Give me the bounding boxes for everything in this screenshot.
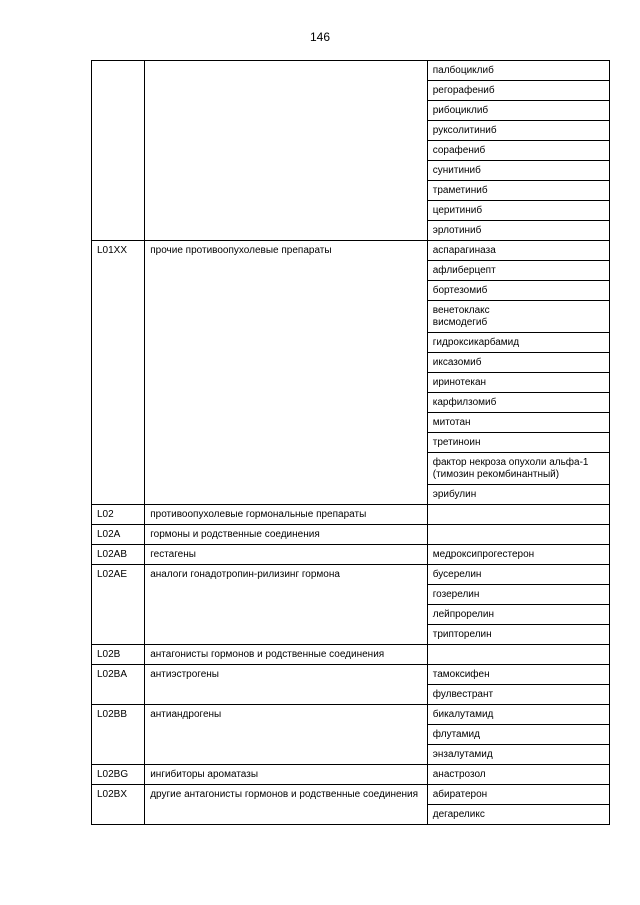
drug-name-cell: регорафениб (427, 81, 609, 101)
atc-code-cell: L02BG (92, 765, 145, 785)
group-name-cell: аналоги гонадотропин-рилизинг гормона (145, 565, 428, 645)
drug-name-cell: афлиберцепт (427, 261, 609, 281)
atc-code-cell: L01XX (92, 241, 145, 505)
table-row (92, 665, 610, 685)
table-row (92, 705, 610, 725)
table-row (92, 545, 610, 565)
group-name-cell: ингибиторы ароматазы (145, 765, 428, 785)
drug-name-cell: траметиниб (427, 181, 609, 201)
group-name-cell: прочие противоопухолевые препараты (145, 241, 428, 505)
drug-name-cell: абиратерон (427, 785, 609, 805)
drug-name-cell: палбоциклиб (427, 61, 609, 81)
group-name-cell: гормоны и родственные соединения (145, 525, 428, 545)
group-name-cell: гестагены (145, 545, 428, 565)
drug-name-cell: дегареликс (427, 805, 609, 825)
drug-name-cell: иксазомиб (427, 353, 609, 373)
group-name-cell (145, 61, 428, 241)
drug-name-cell: рибоциклиб (427, 101, 609, 121)
atc-code-cell (92, 61, 145, 241)
atc-code-cell: L02AB (92, 545, 145, 565)
drug-name-cell: аспарагиназа (427, 241, 609, 261)
drug-name-cell: эрибулин (427, 485, 609, 505)
atc-code-cell: L02BB (92, 705, 145, 765)
atc-code-cell: L02B (92, 645, 145, 665)
table-row (92, 505, 610, 525)
atc-code-cell: L02BA (92, 665, 145, 705)
drug-name-cell: анастрозол (427, 765, 609, 785)
drug-name-cell: карфилзомиб (427, 393, 609, 413)
drug-name-cell: фулвестрант (427, 685, 609, 705)
table-row (92, 645, 610, 665)
drug-name-cell: фактор некроза опухоли альфа-1 (тимозин рекомбинантный) (427, 453, 609, 485)
drug-name-cell: гидроксикарбамид (427, 333, 609, 353)
drug-name-cell: бусерелин (427, 565, 609, 585)
atc-code-cell: L02 (92, 505, 145, 525)
drug-name-cell: церитиниб (427, 201, 609, 221)
drug-name-cell: руксолитиниб (427, 121, 609, 141)
atc-classification-table (91, 60, 610, 825)
drug-name-cell: третиноин (427, 433, 609, 453)
drug-name-cell: эрлотиниб (427, 221, 609, 241)
atc-code-cell: L02AE (92, 565, 145, 645)
group-name-cell: противоопухолевые гормональные препараты (145, 505, 428, 525)
table-row (92, 565, 610, 585)
group-name-cell: антиандрогены (145, 705, 428, 765)
page-number: 146 (309, 30, 331, 44)
table-row (92, 785, 610, 805)
drug-name-cell: сорафениб (427, 141, 609, 161)
drug-name-cell: медроксипрогестерон (427, 545, 609, 565)
drug-name-cell: лейпрорелин (427, 605, 609, 625)
table-row (92, 61, 610, 81)
drug-name-cell: митотан (427, 413, 609, 433)
drug-name-cell (427, 505, 609, 525)
group-name-cell: антагонисты гормонов и родственные соединения (145, 645, 428, 665)
atc-code-cell: L02A (92, 525, 145, 545)
atc-code-cell: L02BX (92, 785, 145, 825)
drug-name-cell: иринотекан (427, 373, 609, 393)
drug-name-cell: гозерелин (427, 585, 609, 605)
group-name-cell: антиэстрогены (145, 665, 428, 705)
table-row (92, 765, 610, 785)
table-row (92, 241, 610, 261)
drug-name-cell: бикалутамид (427, 705, 609, 725)
drug-name-cell (427, 525, 609, 545)
drug-name-cell: сунитиниб (427, 161, 609, 181)
drug-name-cell: флутамид (427, 725, 609, 745)
group-name-cell: другие антагонисты гормонов и родственные соединения (145, 785, 428, 825)
drug-name-cell: тамоксифен (427, 665, 609, 685)
drug-name-cell: бортезомиб (427, 281, 609, 301)
table-row (92, 525, 610, 545)
drug-name-cell: трипторелин (427, 625, 609, 645)
drug-name-cell: венетоклакс висмодегиб (427, 301, 609, 333)
drug-name-cell (427, 645, 609, 665)
drug-name-cell: энзалутамид (427, 745, 609, 765)
